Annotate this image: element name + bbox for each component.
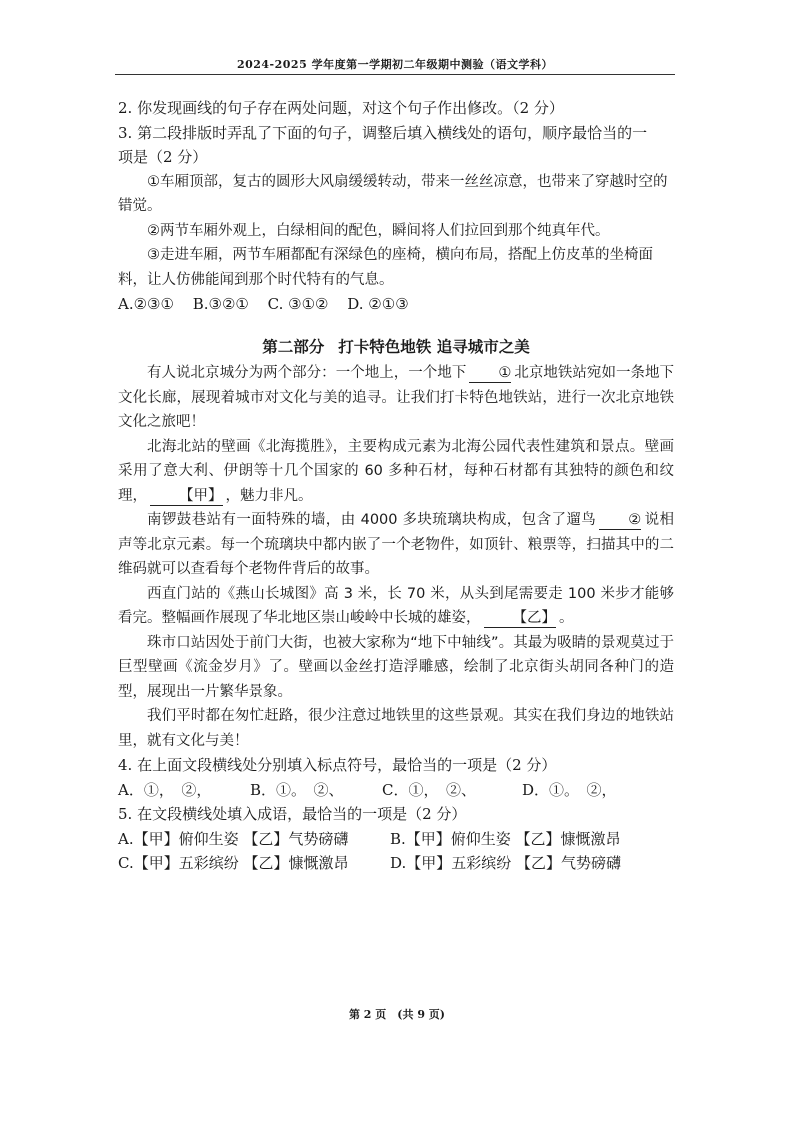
section-title <box>118 335 674 360</box>
option-d: D. ②①③ <box>347 295 409 313</box>
passage-paragraph-2 <box>118 435 674 509</box>
reading-passage <box>118 361 674 753</box>
question-2: 2. 你发现画线的句子存在两处问题，对这个句子作出修改。（2 分） <box>118 99 564 117</box>
option-c: C.【甲】五彩缤纷 【乙】慷慨激昂 <box>118 854 349 872</box>
paragraph-text: 说相声等北京元素。每一个琉璃块中都内嵌了一个老物件，如顶针、粮票等，扫描其中的二维码就可以查看每个老物件背后的故事。 <box>118 512 675 577</box>
option-c: C. ③①② <box>267 295 329 313</box>
passage-paragraph-3 <box>118 508 674 582</box>
paragraph-text: 西直门站的《燕山长城图》高 3 米，长 70 米，从头到尾需要走 100 米步才能够看完。整幅画作展现了华北地区崇山峻岭中长城的雄姿， <box>118 585 674 626</box>
passage-paragraph-1 <box>118 361 674 435</box>
blank-jia: 【甲】 <box>150 487 223 506</box>
paragraph-text: 。 <box>559 610 574 626</box>
question-4 <box>118 753 674 802</box>
header-divider <box>115 74 675 75</box>
passage-paragraph-5: 珠市口站因处于前门大街，也被大家称为“地下中轴线”。其最为吸睛的景观莫过于巨型壁画《流金岁月》了。壁画以金丝打造浮雕感，绘制了北京街头胡同各种门的造型，展现出一片繁华景象。 <box>118 634 674 700</box>
section-heading: 打卡特色地铁 追寻城市之美 <box>338 337 530 356</box>
paragraph-text: 北京地铁站宛如一条地下文化长廊，展现着城市对文化与美的追寻。让我们打卡特色地铁站，进行一次北京地铁文化之旅吧！ <box>118 365 675 430</box>
passage-paragraph-4 <box>118 582 674 631</box>
question-3-stem-line1: 3. 第二段排版时弄乱了下面的句子，调整后填入横线处的语句，顺序最恰当的一 <box>118 123 648 142</box>
option-d: D.【甲】五彩缤纷 【乙】气势磅礴 <box>390 854 622 872</box>
option-c: C．①， ②、 <box>382 780 476 799</box>
paragraph-text: 南锣鼓巷站有一面特殊的墙，由 4000 多块琉璃块构成，包含了遛鸟 <box>147 512 597 528</box>
passage-paragraph-6: 我们平时都在匆忙赶路，很少注意过地铁里的这些景观。其实在我们身边的地铁站里，就有文化与美！ <box>118 708 674 749</box>
option-d: D．①。 ②， <box>522 780 617 799</box>
sentence-2: ②两节车厢外观上，白绿相间的配色，瞬间将人们拉回到那个纯真年代。 <box>147 222 610 239</box>
paragraph-text: ，魅力非凡。 <box>225 487 313 504</box>
page-content <box>118 96 674 876</box>
question-5-options-row2 <box>118 851 674 876</box>
option-b: B.【甲】俯仰生姿 【乙】慷慨激昂 <box>390 829 621 848</box>
paragraph-text: 北海北站的壁画《北海揽胜》，主要构成元素为北海公园代表性建筑和景点。壁画采用了意大利、伊朗等十几个国家的 60 多种石材，每种石材都有其独特的颜色和纹理， <box>118 438 674 504</box>
sentence-1: ①车厢顶部，复古的圆形大风扇缓缓转动，带来一丝丝凉意，也带来了穿越时空的错觉。 <box>118 173 668 214</box>
sentence-3: ③走进车厢，两节车厢都配有深绿色的座椅，横向布局，搭配上仿皮革的坐椅面料，让人仿佛能闻到那个时代特有的气息。 <box>118 247 653 288</box>
question-3-stem-line2: 项是（2 分） <box>118 148 208 166</box>
question-5 <box>118 802 674 876</box>
option-b: B.③②① <box>192 295 249 313</box>
paragraph-text: 有人说北京城分为两个部分：一个地上，一个地下 <box>147 365 467 381</box>
option-a: A.【甲】俯仰生姿 【乙】气势磅礴 <box>118 829 349 848</box>
blank-mark-1: ① <box>469 364 511 383</box>
section-part-label: 第二部分 <box>262 337 325 356</box>
page-header: 2024-2025 学年度第一学期初二年级期中测验（语文学科） <box>236 58 554 71</box>
question-4-options <box>118 778 674 803</box>
page-number: 第 2 页 (共 9 页) <box>348 1008 446 1021</box>
option-b: B．①。 ②、 <box>250 780 344 799</box>
option-a: A.②③① <box>118 295 174 313</box>
question-4-stem: 4. 在上面文段横线处分别填入标点符号，最恰当的一项是（2 分） <box>118 756 557 774</box>
blank-yi: 【乙】 <box>484 609 557 628</box>
question-5-stem: 5. 在文段横线处填入成语，最恰当的一项是（2 分） <box>118 805 467 823</box>
question-3-options <box>118 292 674 317</box>
question-3 <box>118 121 674 317</box>
question-5-options-row1 <box>118 827 674 852</box>
blank-mark-2: ② <box>599 511 641 530</box>
option-a: A．①， ②， <box>118 780 212 799</box>
